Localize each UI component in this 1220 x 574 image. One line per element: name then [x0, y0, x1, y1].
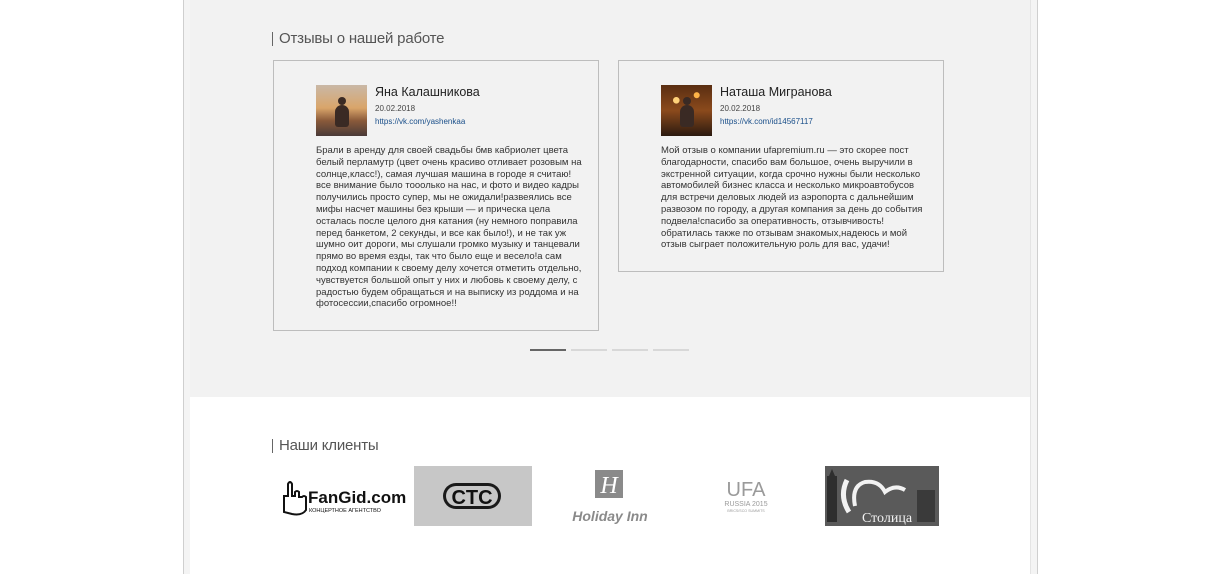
review-text: Мой отзыв о компании ufapremium.ru — это скорее пост благодарности, спасибо вам большое, очень выручили в экстренной ситуации, когда срочно нужны были несколько автомобилей бизнес класса и несколько микроавтобусов для встречи деловых людей из аэропорта с дальнейшим развозом по городу, а другая компания за день до события подвела!спасибо за оперативность, отзывчивость!обратилась также по отзывам знакомых,надеюсь и мой отзыв сыграет положительную роль для вас, удачи! — [661, 145, 923, 251]
client-logo-ctc — [414, 466, 532, 526]
review-date: 20.02.2018 — [720, 104, 761, 113]
client-logo-ufa-2015 — [718, 466, 774, 526]
frame-right-edge — [1030, 0, 1038, 574]
page-content — [190, 0, 1030, 574]
review-text: Брали в аренду для своей свадьбы бмв кабриолет цвета белый перламутр (цвет очень красиво отливает розовым на солнце,класс!), самая лучшая машина в городе я считаю!все внимание было тооолько на нас, и фото и видео кадры получились просто супер, мы не ожидали!развеялись все мифы насчет машины без крыши — и прическа цела осталась после целого дня катания (ну немного поправила перед банкетом, 2 секунды, и все как было!), и не так уж шумно оит дороги, мы слушали громко музыку и танцевали прямо во время езды, так что было еще и весело!а сам подход компании к своему делу хочется отметить отдельно, чувствуется большой опыт у них и любовь к своему делу, с радостью будем обращаться и на выписку из роддома и на фотосессии,спасибо огромное!! — [316, 145, 582, 310]
pagination-dot-3[interactable] — [612, 349, 648, 351]
client-logo-fangid — [278, 466, 407, 526]
pagination-dot-1[interactable] — [530, 349, 566, 351]
review-author-link[interactable]: https://vk.com/yashenkaa — [375, 117, 466, 126]
review-card — [618, 60, 944, 272]
reviews-section — [190, 0, 1030, 397]
review-author-name: Яна Калашникова — [375, 85, 480, 99]
ctc-text: CTC — [451, 487, 493, 509]
reviews-title: Отзывы о нашей работе — [272, 32, 444, 46]
fangid-sub-text: КОНЦЕРТНОЕ АГЕНТСТВО — [309, 508, 381, 514]
clients-title: Наши клиенты — [272, 439, 379, 453]
pagination-dot-2[interactable] — [571, 349, 607, 351]
svg-text:H: H — [600, 473, 618, 499]
client-logo-holiday-inn — [569, 466, 651, 526]
client-logo-stolitsa — [825, 466, 939, 526]
holiday-inn-text: Holiday Inn — [572, 508, 648, 524]
ufa-main-text: UFA — [726, 479, 766, 501]
fangid-main-text: FanGid.com — [308, 488, 407, 507]
pagination-dot-4[interactable] — [653, 349, 689, 351]
ufa-sub-text: RUSSIA 2015 — [724, 501, 768, 508]
review-card — [273, 60, 599, 331]
clients-section — [190, 397, 1030, 574]
avatar — [316, 85, 367, 136]
avatar — [661, 85, 712, 136]
ufa-sub2-text: BRICS/SCO SUMMITS — [727, 509, 765, 513]
review-author-link[interactable]: https://vk.com/id14567117 — [720, 117, 813, 126]
review-date: 20.02.2018 — [375, 104, 416, 113]
review-author-name: Наташа Мигранова — [720, 85, 832, 99]
stolitsa-text: Столица — [861, 511, 913, 526]
